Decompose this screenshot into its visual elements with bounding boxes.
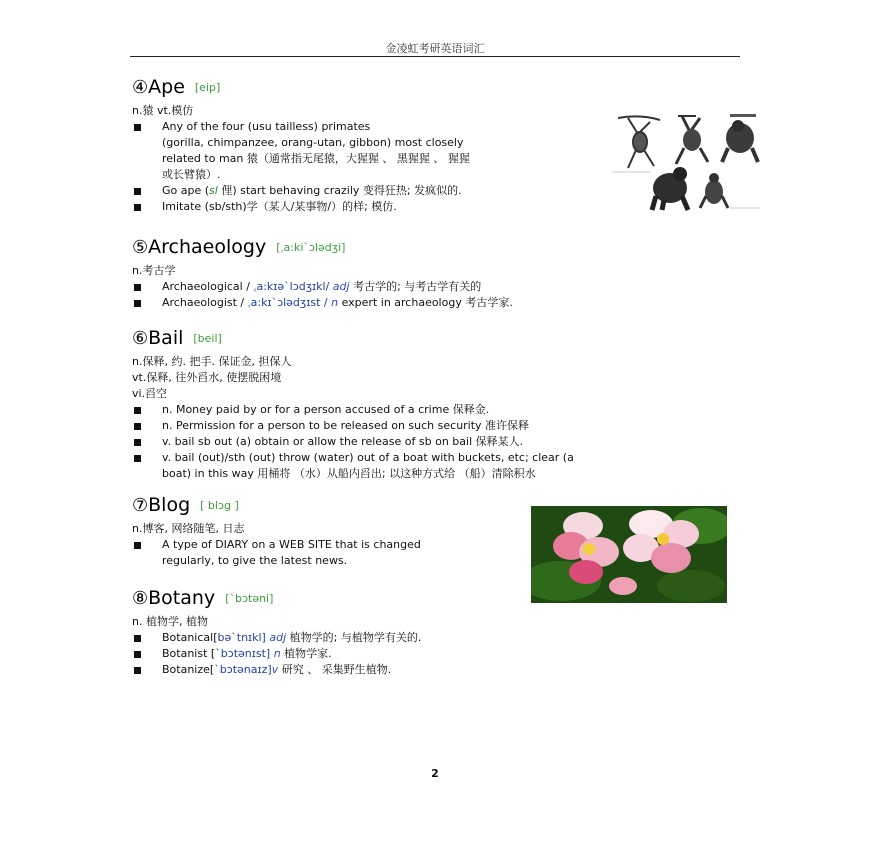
sense-item: [132, 279, 513, 295]
headword-blog: [132, 494, 421, 517]
page-header-title: 金凌虹考研英语词汇: [385, 42, 485, 55]
sense-list: [132, 630, 421, 678]
headword-archaeology: [132, 236, 513, 259]
phonetic: `bɔtənɪst]: [215, 647, 271, 660]
sense-line: (gorilla, chimpanzee, orang-utan, gibbon) most closely: [162, 136, 464, 149]
sense-text: 植物学家.: [280, 647, 332, 660]
sense-list: [132, 537, 421, 569]
sense-text: Botanist [: [162, 647, 216, 660]
sense-item: [132, 450, 574, 482]
sense-line: boat) in this way 用桶将 （水）从船内舀出; 以这种方式给 （船）清除积水: [162, 467, 536, 480]
phonetic: `bɔtənaɪz]: [214, 663, 272, 676]
phonetic: bə`tnɪkl]: [217, 631, 266, 644]
phonetic: ˌa:kɪ`ɔlədʒɪst /: [247, 296, 328, 309]
definition: n.考古学: [132, 264, 176, 277]
part-of-speech: v: [271, 663, 279, 676]
sense-text: Archaeological /: [162, 280, 254, 293]
headword-text: Botany: [148, 587, 216, 609]
entry-number: ⑤: [132, 237, 149, 258]
headword-text: Ape: [148, 76, 185, 98]
label-sl: sl: [209, 184, 218, 197]
sense-item: [132, 537, 421, 569]
entry-botany: [132, 587, 421, 678]
sense-text: n. Permission for a person to be released on such security 准许保释: [162, 419, 530, 432]
headword-text: Archaeology: [148, 236, 267, 258]
phonetic: [ blɔg ]: [200, 498, 239, 512]
headword-text: Blog: [148, 494, 191, 516]
phonetic: [ˌa:ki`ɔlədʒi]: [276, 240, 346, 254]
sense-text: Botanical[: [162, 631, 218, 644]
sense-item: [132, 402, 574, 418]
sense-text: n. Money paid by or for a person accused of a crime 保释金.: [162, 403, 490, 416]
sense-line: regularly, to give the latest news.: [162, 554, 348, 567]
sense-text: Botanize[: [162, 663, 215, 676]
sense-text: Go ape (: [162, 184, 210, 197]
entry-number: ④: [132, 77, 149, 98]
entry-ape: [132, 76, 470, 215]
sense-text: expert in archaeology 考古学家.: [338, 296, 513, 309]
sense-item: [132, 662, 421, 678]
apes-illustration: [610, 112, 768, 214]
sense-list: [132, 279, 513, 311]
phonetic: ˌa:kɪə`lɔdʒɪkl/: [253, 280, 330, 293]
phonetic: [eip]: [194, 80, 221, 94]
definition: n.保释, 约. 把手. 保证金, 担保人: [132, 355, 292, 368]
sense-item: [132, 199, 470, 215]
entry-number: ⑦: [132, 495, 149, 516]
sense-item: [132, 646, 421, 662]
sense-text: 考古学的; 与考古学有关的: [349, 280, 482, 293]
sense-line: related to man 猿（通常指无尾猿，大猩猩 、 黑猩猩 、 猩猩: [162, 152, 470, 165]
sense-text: 研究 、 采集野生植物.: [278, 663, 392, 676]
sense-item: [132, 434, 574, 450]
begonia-photo: [531, 506, 727, 603]
sense-line: Any of the four (usu tailless) primates: [162, 120, 371, 133]
entry-number: ⑥: [132, 328, 149, 349]
page-number: 2: [431, 767, 439, 780]
sense-text: 植物学的; 与植物学有关的.: [286, 631, 422, 644]
sense-item: [132, 183, 470, 199]
sense-line: 或长臂猿）.: [162, 168, 221, 181]
sense-item: [132, 630, 421, 646]
entry-bail: [132, 327, 574, 482]
definition: n. 植物学, 植物: [132, 615, 208, 628]
entry-number: ⑧: [132, 588, 149, 609]
sense-list: [132, 119, 470, 215]
definition: n.猿 vt.模仿: [132, 104, 194, 117]
sense-text: Archaeologist /: [162, 296, 248, 309]
sense-item: [132, 295, 513, 311]
part-of-speech: adj: [332, 280, 350, 293]
sense-item: [132, 119, 470, 183]
header-rule: [130, 56, 740, 57]
sense-line: v. bail (out)/sth (out) throw (water) out of a boat with buckets, etc; clear (a: [162, 451, 574, 464]
headword-ape: [132, 76, 470, 99]
part-of-speech: n: [331, 296, 339, 309]
sense-text: Imitate (sb/sth)学（某人/某事物/）的样; 模仿.: [162, 200, 397, 213]
headword-bail: [132, 327, 574, 350]
phonetic: [beil]: [193, 331, 222, 345]
part-of-speech: n: [273, 647, 281, 660]
definition: vi.舀空: [132, 387, 168, 400]
phonetic: [`bɔtəni]: [225, 591, 274, 605]
sense-list: [132, 402, 574, 482]
sense-text: 俚) start behaving crazily 变得狂热; 发疯似的.: [217, 184, 462, 197]
entry-blog: [132, 494, 421, 569]
definition: vt.保释, 往外舀水, 使摆脱困境: [132, 371, 282, 384]
headword-botany: [132, 587, 421, 610]
sense-text: v. bail sb out (a) obtain or allow the release of sb on bail 保释某人.: [162, 435, 524, 448]
part-of-speech: adj: [269, 631, 287, 644]
definition: n.博客, 网络随笔, 日志: [132, 522, 245, 535]
entry-archaeology: [132, 236, 513, 311]
sense-item: [132, 418, 574, 434]
sense-line: A type of DIARY on a WEB SITE that is changed: [162, 538, 421, 551]
headword-text: Bail: [148, 327, 184, 349]
